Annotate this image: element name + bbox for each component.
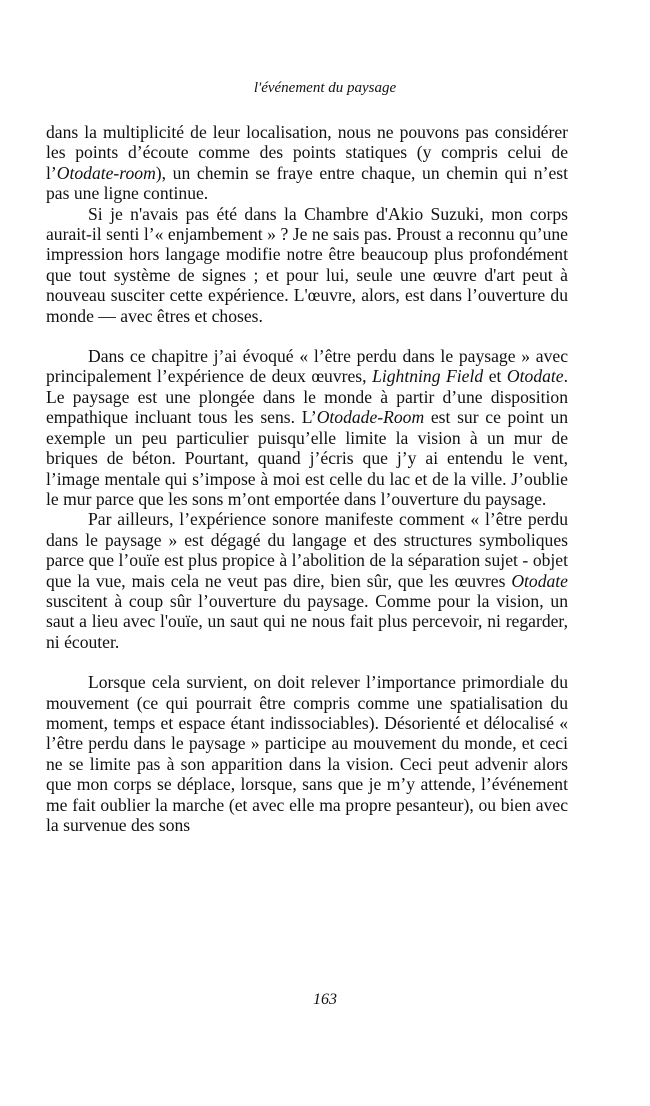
text-run: est sur ce point un exemple un peu particulier puisqu’elle limite la vision à un mur de briques de béton. Pourtant, quand j’écris que j’y ai entendu le vent, l’image mentale qui s’impose à moi est celle du lac et de la ville. J’oublie le mur parce que les sons m’ont emportée dans l’ouverture du paysage. [46, 407, 568, 509]
paragraph [46, 346, 568, 509]
text-run: suscitent à coup sûr l’ouverture du paysage. Comme pour la vision, un saut a lieu avec l'ouïe, un saut qui ne nous fait plus percevoir, ni regarder, ni écouter. [46, 590, 568, 652]
page-body [46, 122, 568, 835]
page-number: 163 [313, 991, 337, 1008]
italic-text-run: Otodate [511, 570, 568, 591]
italic-text-run: Otodate-room [56, 162, 156, 183]
paragraph [46, 509, 568, 652]
text-run: dans la multiplicité de leur localisation, nous ne pouvons pas considérer les points d’écoute comme des points statiques (y compris celui de l’ [46, 122, 568, 183]
italic-text-run: Otodate [506, 366, 564, 387]
text-run: ), un chemin se fraye entre chaque, un chemin qui n’est pas une ligne continue. [46, 162, 568, 204]
italic-text-run: Otodade-Room [316, 407, 425, 428]
paragraph [46, 122, 568, 204]
text-run: Lorsque cela survient, on doit relever l’importance primordiale du mouvement (ce qui pourrait être compris comme une spatialisation du moment, temps et espace étant indissociables). Désorienté et délocalisé « l’être perdu dans le paysage » participe au mouvement du monde, et ceci ne se limite pas à son apparition dans la vision. Ceci peut advenir alors que mon corps se déplace, lorsque, sans que je m’y attende, l’événement me fait oublier la marche (et avec elle ma propre pesanteur), ou bien avec la survenue des sons [46, 672, 568, 835]
text-run: Dans ce chapitre j’ai évoqué « l’être perdu dans le paysage » avec principalement l’expérience de deux œuvres, [46, 346, 568, 387]
text-run: . Le paysage est une plongée dans le monde à partir d’une disposition empathique incluant tous les sens. L’ [46, 366, 569, 428]
paragraph [46, 672, 568, 835]
text-run: Si je n'avais pas été dans la Chambre d'Akio Suzuki, mon corps aurait-il senti l’« enjambement » ? Je ne sais pas. Proust a reconnu qu’une impression hors langage modifie notre être beaucoup plus profondément que tout système de signes ; et pour lui, seule une œuvre d'art peut à nouveau susciter cette expérience. L'œuvre, alors, est dans l’ouverture du monde — avec êtres et choses. [46, 203, 568, 326]
paragraph [46, 204, 568, 326]
text-run: et [483, 366, 507, 387]
text-run: Par ailleurs, l’expérience sonore manifeste comment « l’être perdu dans le paysage » est dégagé du langage et des structures symboliques parce que l’ouïe est plus propice à l’abolition de la séparation sujet - objet que la vue, mais cela ne veut pas dire, bien sûr, que les œuvres [46, 509, 568, 591]
running-header: l'événement du paysage [253, 80, 397, 96]
italic-text-run: Lightning Field [372, 366, 484, 387]
